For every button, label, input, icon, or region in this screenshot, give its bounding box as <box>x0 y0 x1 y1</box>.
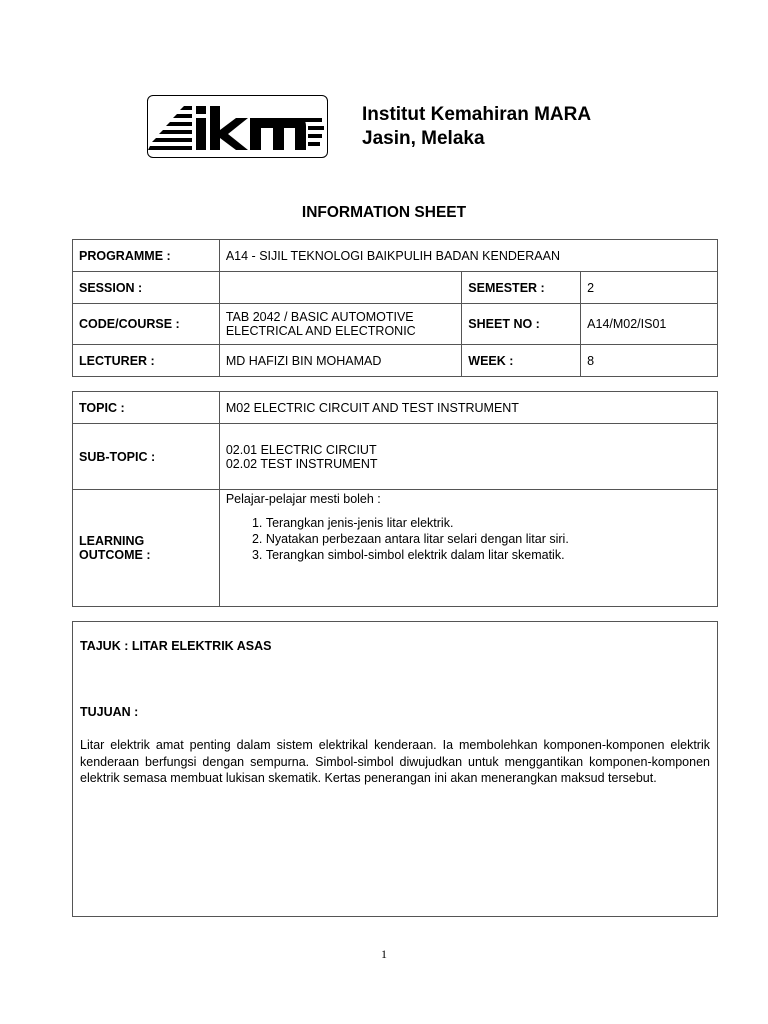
page-number: 1 <box>381 947 387 961</box>
session-label: SESSION : <box>73 272 220 304</box>
topic-value: M02 ELECTRIC CIRCUIT AND TEST INSTRUMENT <box>219 392 717 424</box>
institution-location: Jasin, Melaka <box>362 128 485 149</box>
course-info-table <box>72 239 718 377</box>
topic-label: TOPIC : <box>73 392 220 424</box>
topic-table <box>72 391 718 607</box>
session-value <box>219 272 461 304</box>
code-course-label: CODE/COURSE : <box>73 304 220 345</box>
programme-label: PROGRAMME : <box>73 240 220 272</box>
topic-row <box>73 392 718 424</box>
learning-outcome-label-line1: LEARNING <box>79 534 145 548</box>
subtopic-line: 02.01 ELECTRIC CIRCIUT <box>225 442 377 457</box>
learning-outcome-intro: Pelajar-pelajar mesti boleh : <box>225 492 381 506</box>
session-row <box>73 272 718 304</box>
tujuan-heading: TUJUAN : <box>80 705 139 719</box>
sheet-no-label: SHEET NO : <box>462 304 581 345</box>
week-label: WEEK : <box>462 345 581 377</box>
lecturer-label: LECTURER : <box>73 345 220 377</box>
lecturer-value: MD HAFIZI BIN MOHAMAD <box>219 345 461 377</box>
code-course-line1: TAB 2042 / BASIC AUTOMOTIVE <box>225 310 414 324</box>
week-value: 8 <box>581 345 718 377</box>
subtopic-value <box>219 424 717 490</box>
learning-outcome-label <box>73 490 220 607</box>
tujuan-paragraph: Litar elektrik amat penting dalam sistem elektrikal kenderaan. Ia membolehkan komponen-komponen elektrik kenderaan berfungsi dengan sempurna. Simbol-simbol diwujudkan untuk menggantikan komponen-komponen elektrik semasa membuat lukisan skematik. Kertas penerangan ini akan menerangkan maksud tersebut. <box>80 738 710 785</box>
subtopic-row <box>73 424 718 490</box>
code-row <box>73 304 718 345</box>
learning-outcome-row <box>73 490 718 607</box>
semester-label: SEMESTER : <box>462 272 581 304</box>
learning-outcome-list <box>226 515 711 563</box>
lecturer-row <box>73 345 718 377</box>
document-title: INFORMATION SHEET <box>301 204 467 221</box>
learning-outcome-label-line2: OUTCOME : <box>79 548 151 562</box>
tajuk-heading: TAJUK : LITAR ELEKTRIK ASAS <box>80 639 272 653</box>
programme-row <box>73 240 718 272</box>
institution-name: Institut Kemahiran MARA <box>362 104 592 125</box>
semester-value: 2 <box>581 272 718 304</box>
programme-value: A14 - SIJIL TEKNOLOGI BAIKPULIH BADAN KENDERAAN <box>219 240 717 272</box>
ikm-logo-graphic <box>148 96 329 159</box>
learning-outcome-item: 3. Terangkan simbol-simbol elektrik dalam litar skematik. <box>266 547 711 563</box>
institution-logo <box>147 95 328 158</box>
subtopic-label: SUB-TOPIC : <box>73 424 220 490</box>
code-course-value <box>219 304 461 345</box>
subtopic-line: 02.02 TEST INSTRUMENT <box>225 456 378 471</box>
code-course-line2: ELECTRICAL AND ELECTRONIC <box>225 324 416 338</box>
learning-outcome-item: 2. Nyatakan perbezaan antara litar selari dengan litar siri. <box>266 531 711 547</box>
sheet-no-value: A14/M02/IS01 <box>581 304 718 345</box>
content-section <box>72 621 718 917</box>
learning-outcome-item: 1. Terangkan jenis-jenis litar elektrik. <box>266 515 711 531</box>
learning-outcome-value <box>219 490 717 607</box>
